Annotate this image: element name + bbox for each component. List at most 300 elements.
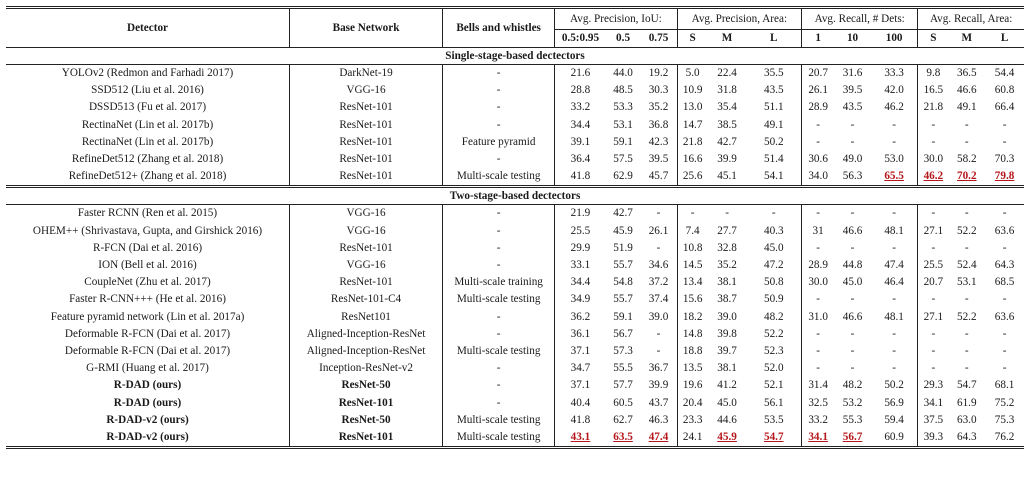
- metric-cell: 52.4: [956, 259, 977, 272]
- metric-cell: 13.4: [677, 274, 708, 291]
- metric-cell: [834, 429, 871, 448]
- metric-cell: -: [964, 345, 969, 358]
- metric-cell: -: [892, 207, 896, 220]
- bells-cell: Multi-scale testing: [443, 429, 555, 448]
- table-row: [6, 168, 1024, 187]
- metric-cell: 14.8: [677, 326, 708, 343]
- metric-cell: -: [964, 293, 969, 306]
- metric-cell: 38.1: [717, 362, 737, 375]
- base-network-cell: ResNet-50: [290, 412, 443, 429]
- detector-cell: ION (Bell et al. 2016): [98, 259, 197, 272]
- metric-cell: -: [850, 135, 855, 148]
- metric-cell: 14.5: [677, 257, 708, 274]
- best-value: 34.1: [808, 431, 828, 444]
- best-value: 45.9: [717, 431, 737, 444]
- metric-cell: 19.6: [677, 377, 708, 394]
- metric-cell: -: [656, 207, 661, 220]
- metric-cell: 20.7: [802, 65, 835, 83]
- detector-cell: RefineDet512 (Zhang et al. 2018): [71, 153, 224, 166]
- metric-cell: -: [850, 345, 855, 358]
- bells-cell: Feature pyramid: [443, 134, 555, 151]
- detector-cell: CoupleNet (Zhu et al. 2017): [84, 276, 211, 289]
- metric-cell: -: [656, 327, 661, 340]
- metric-cell: 42.7: [613, 207, 633, 220]
- metric-cell: 33.2: [802, 412, 835, 429]
- metric-cell: 31.6: [842, 67, 863, 79]
- metric-cell: 75.2: [994, 396, 1015, 409]
- metric-cell: 9.8: [918, 65, 949, 83]
- table-body: [6, 48, 1024, 448]
- metric-cell: 34.6: [648, 259, 669, 272]
- metric-cell: 45.7: [648, 170, 669, 183]
- base-network-cell: ResNet-101: [290, 240, 443, 257]
- detector-cell: SSD512 (Liu et al. 2016): [91, 84, 204, 97]
- metric-cell: [606, 429, 641, 448]
- metric-cell: -: [964, 327, 969, 340]
- table-row: [6, 291, 1024, 308]
- metric-cell: -: [892, 241, 896, 254]
- metric-cell: -: [725, 207, 729, 220]
- metric-cell: 7.4: [677, 223, 708, 240]
- table-row: [6, 223, 1024, 240]
- detector-cell: RectinaNet (Lin et al. 2017b): [81, 118, 214, 131]
- metric-cell: 34.7: [555, 360, 606, 377]
- metric-cell: 25.5: [555, 223, 606, 240]
- metric-cell: 42.7: [717, 135, 737, 148]
- metric-cell: -: [964, 118, 969, 131]
- metric-cell: 66.4: [994, 101, 1015, 114]
- metric-cell: 37.1: [555, 377, 606, 394]
- metric-cell: 43.7: [648, 396, 669, 409]
- base-network-cell: ResNet101: [290, 309, 443, 326]
- metric-cell: 39.1: [555, 134, 606, 151]
- table-row: [6, 117, 1024, 134]
- bells-cell: -: [443, 151, 555, 168]
- metric-cell: 53.2: [842, 396, 863, 409]
- table-row: [6, 82, 1024, 99]
- metric-cell: 43.5: [842, 101, 863, 114]
- metric-cell: -: [918, 291, 949, 308]
- base-network-cell: ResNet-101: [290, 395, 443, 412]
- metric-cell: -: [1002, 207, 1007, 220]
- metric-cell: 19.2: [648, 67, 669, 79]
- metric-cell: 35.4: [717, 101, 737, 114]
- metric-cell: -: [1002, 118, 1007, 131]
- metric-cell: 36.7: [648, 362, 669, 375]
- metric-cell: 52.1: [763, 379, 784, 392]
- detector-cell: R-FCN (Dai et al. 2016): [92, 241, 203, 254]
- bells-cell: -: [443, 395, 555, 412]
- metric-cell: -: [1002, 135, 1007, 148]
- metric-cell: 15.6: [677, 291, 708, 308]
- base-network-cell: ResNet-101: [290, 99, 443, 116]
- metric-cell: 58.2: [956, 153, 977, 166]
- metric-cell: -: [850, 293, 855, 306]
- detector-cell: G-RMI (Huang et al. 2017): [86, 362, 209, 375]
- metric-cell: 52.2: [956, 310, 977, 323]
- metric-cell: -: [918, 240, 949, 257]
- metric-cell: 64.3: [994, 259, 1015, 272]
- metric-cell: 45.0: [763, 241, 784, 254]
- metric-cell: 37.1: [555, 343, 606, 360]
- bells-cell: -: [443, 257, 555, 274]
- base-network-cell: VGG-16: [290, 82, 443, 99]
- best-value: 43.1: [570, 431, 591, 444]
- metric-cell: 27.7: [717, 224, 737, 237]
- metric-cell: 10.9: [677, 82, 708, 99]
- metric-cell: 41.8: [555, 412, 606, 429]
- detector-cell: R-DAD (ours): [113, 379, 182, 392]
- metric-cell: [918, 168, 949, 187]
- metric-cell: 26.1: [802, 82, 835, 99]
- base-network-cell: ResNet-50: [290, 377, 443, 394]
- section-title: Single-stage-based dectectors: [445, 50, 585, 62]
- base-network-cell: Aligned-Inception-ResNet: [290, 326, 443, 343]
- metric-cell: 34.0: [802, 168, 835, 187]
- metric-cell: 20.4: [677, 395, 708, 412]
- metric-cell: 47.2: [763, 259, 784, 272]
- subheader-cell: S: [918, 30, 949, 48]
- metric-cell: [555, 429, 606, 448]
- table-row: [6, 395, 1024, 412]
- metric-cell: 54.1: [763, 170, 784, 183]
- metric-cell: 70.3: [994, 153, 1015, 166]
- metric-cell: 63.0: [956, 413, 977, 426]
- metric-cell: 25.5: [918, 257, 949, 274]
- metric-cell: 63.6: [994, 224, 1015, 237]
- metric-cell: 34.4: [555, 274, 606, 291]
- metric-cell: 56.3: [842, 170, 863, 183]
- metric-cell: 76.2: [994, 431, 1015, 444]
- metric-cell: 47.4: [884, 259, 904, 272]
- metric-cell: 55.5: [613, 362, 633, 375]
- metric-cell: 34.1: [918, 395, 949, 412]
- subheader-cell: 0.5:0.95: [555, 30, 606, 48]
- metric-cell: 42.3: [648, 135, 669, 148]
- detector-cell: YOLOv2 (Redmon and Farhadi 2017): [61, 67, 234, 79]
- header-bells-and-whistles: Bells and whistles: [443, 8, 555, 48]
- metric-cell: 31.4: [802, 377, 835, 394]
- metric-cell: 68.1: [994, 379, 1015, 392]
- metric-cell: 5.0: [677, 65, 708, 83]
- subheader-cell: 10: [846, 32, 859, 44]
- bells-cell: -: [443, 377, 555, 394]
- metric-cell: 53.5: [763, 413, 784, 426]
- base-network-cell: Inception-ResNet-v2: [290, 360, 443, 377]
- table-row: [6, 412, 1024, 429]
- metric-cell: 53.3: [613, 101, 633, 114]
- metric-cell: 45.9: [613, 224, 633, 237]
- metric-cell: -: [850, 118, 855, 131]
- metric-cell: 46.6: [842, 224, 863, 237]
- bells-cell: -: [443, 360, 555, 377]
- metric-cell: 51.9: [613, 241, 633, 254]
- metric-cell: 21.8: [918, 99, 949, 116]
- table-row: [6, 99, 1024, 116]
- metric-cell: -: [850, 362, 855, 375]
- detector-cell: DSSD513 (Fu et al. 2017): [88, 101, 207, 114]
- subheader-cell: 0.75: [648, 32, 669, 44]
- metric-cell: 24.1: [677, 429, 708, 448]
- metric-cell: -: [964, 362, 969, 375]
- metric-cell: 64.3: [956, 431, 977, 444]
- metric-cell: 39.5: [648, 153, 669, 166]
- detector-cell: RectinaNet (Lin et al. 2017b): [81, 135, 214, 148]
- subheader-cell: M: [961, 32, 973, 44]
- best-value: 70.2: [956, 170, 977, 183]
- base-network-cell: VGG-16: [290, 257, 443, 274]
- detector-cell: Deformable R-FCN (Dai et al. 2017): [64, 345, 231, 358]
- metric-cell: 54.7: [956, 379, 977, 392]
- metric-cell: -: [918, 134, 949, 151]
- metric-cell: 29.3: [918, 377, 949, 394]
- best-value: 47.4: [648, 431, 669, 444]
- header-detector: Detector: [127, 22, 169, 34]
- metric-cell: 38.7: [717, 293, 737, 306]
- metric-cell: 49.1: [956, 101, 977, 114]
- metric-cell: -: [918, 360, 949, 377]
- subheader-cell: L: [770, 32, 778, 44]
- base-network-cell: ResNet-101: [290, 117, 443, 134]
- metric-cell: 54.4: [994, 67, 1015, 79]
- metric-cell: 29.9: [555, 240, 606, 257]
- metric-cell: 48.2: [842, 379, 863, 392]
- base-network-cell: ResNet-101: [290, 168, 443, 187]
- table-row: [6, 65, 1024, 83]
- header-group-ap-iou: Avg. Precision, IoU:: [555, 8, 677, 30]
- base-network-cell: ResNet-101: [290, 274, 443, 291]
- metric-cell: 39.0: [717, 310, 737, 323]
- bells-cell: -: [443, 65, 555, 83]
- metric-cell: 32.8: [717, 241, 737, 254]
- metric-cell: 27.1: [918, 223, 949, 240]
- metric-cell: -: [771, 207, 776, 220]
- metric-cell: 10.8: [677, 240, 708, 257]
- metric-cell: -: [656, 345, 661, 358]
- metric-cell: 18.8: [677, 343, 708, 360]
- header-base-network: Base Network: [290, 8, 443, 48]
- metric-cell: 60.9: [884, 431, 904, 444]
- metric-cell: -: [1002, 327, 1007, 340]
- detector-cell: RefineDet512+ (Zhang et al. 2018): [68, 170, 227, 183]
- metric-cell: -: [1002, 345, 1007, 358]
- metric-cell: 22.4: [717, 67, 737, 79]
- metric-cell: 39.0: [648, 310, 669, 323]
- base-network-cell: VGG-16: [290, 223, 443, 240]
- metric-cell: -: [918, 343, 949, 360]
- metric-cell: 53.1: [613, 118, 633, 131]
- metric-cell: 39.9: [717, 153, 737, 166]
- metric-cell: 53.1: [956, 276, 977, 289]
- metric-cell: -: [964, 135, 969, 148]
- metric-cell: 56.9: [884, 396, 904, 409]
- subheader-cell: 1: [802, 30, 835, 48]
- detector-cell: R-DAD-v2 (ours): [106, 413, 189, 426]
- metric-cell: 31.8: [717, 84, 737, 97]
- best-value: 46.2: [923, 170, 944, 183]
- header-group-ar-dets: Avg. Recall, # Dets:: [802, 8, 918, 30]
- metric-cell: 18.2: [677, 309, 708, 326]
- metric-cell: 59.1: [613, 135, 633, 148]
- metric-cell: -: [892, 345, 896, 358]
- bells-cell: Multi-scale testing: [443, 343, 555, 360]
- table-row: [6, 151, 1024, 168]
- metric-cell: 49.0: [842, 153, 863, 166]
- section-header-row: [6, 48, 1024, 65]
- metric-cell: 34.4: [555, 117, 606, 134]
- metric-cell: 42.0: [884, 84, 904, 97]
- metric-cell: 31: [802, 223, 835, 240]
- detector-cell: Feature pyramid network (Lin et al. 2017a): [50, 310, 245, 323]
- metric-cell: 33.1: [555, 257, 606, 274]
- metric-cell: 62.9: [613, 170, 633, 183]
- subheader-cell: M: [721, 32, 733, 44]
- metric-cell: -: [918, 117, 949, 134]
- metric-cell: 39.9: [648, 379, 669, 392]
- metric-cell: 51.1: [763, 101, 784, 114]
- metric-cell: 36.2: [555, 309, 606, 326]
- metric-cell: 45.0: [717, 396, 737, 409]
- metric-cell: -: [802, 240, 835, 257]
- metric-cell: 30.0: [802, 274, 835, 291]
- metric-cell: -: [802, 134, 835, 151]
- best-value: 79.8: [994, 170, 1015, 183]
- metric-cell: 16.6: [677, 151, 708, 168]
- metric-cell: 48.1: [884, 310, 904, 323]
- metric-cell: 48.1: [884, 224, 904, 237]
- metric-cell: [985, 168, 1024, 187]
- detection-results-table: [6, 6, 1024, 449]
- metric-cell: 50.9: [763, 293, 784, 306]
- metric-cell: -: [802, 360, 835, 377]
- metric-cell: -: [892, 135, 896, 148]
- table-row: [6, 343, 1024, 360]
- metric-cell: 60.8: [994, 84, 1015, 97]
- metric-cell: -: [850, 327, 855, 340]
- detector-cell: R-DAD (ours): [113, 396, 182, 409]
- metric-cell: 46.3: [648, 413, 669, 426]
- metric-cell: -: [964, 207, 969, 220]
- metric-cell: -: [802, 117, 835, 134]
- metric-cell: 36.8: [648, 118, 669, 131]
- metric-cell: 46.2: [884, 101, 904, 114]
- metric-cell: -: [677, 205, 708, 223]
- metric-cell: 52.0: [763, 362, 784, 375]
- metric-cell: 35.2: [717, 259, 737, 272]
- metric-cell: 39.7: [717, 345, 737, 358]
- subheader-cell: 0.5: [616, 32, 631, 44]
- metric-cell: 36.5: [956, 67, 977, 79]
- metric-cell: 39.8: [717, 327, 737, 340]
- metric-cell: 25.6: [677, 168, 708, 187]
- metric-cell: [708, 429, 747, 448]
- table-row: [6, 429, 1024, 448]
- metric-cell: 55.7: [613, 293, 633, 306]
- bells-cell: -: [443, 82, 555, 99]
- metric-cell: [746, 429, 801, 448]
- metric-cell: 48.5: [613, 84, 633, 97]
- metric-cell: 60.5: [613, 396, 633, 409]
- metric-cell: 35.5: [763, 67, 784, 79]
- metric-cell: 32.5: [802, 395, 835, 412]
- detector-cell: R-DAD-v2 (ours): [106, 431, 189, 444]
- metric-cell: 57.5: [613, 153, 633, 166]
- bells-cell: -: [443, 309, 555, 326]
- metric-cell: -: [850, 241, 855, 254]
- bells-cell: -: [443, 326, 555, 343]
- metric-cell: [871, 168, 918, 187]
- metric-cell: -: [802, 343, 835, 360]
- bells-cell: -: [443, 223, 555, 240]
- metric-cell: 36.4: [555, 151, 606, 168]
- metric-cell: -: [850, 207, 855, 220]
- metric-cell: -: [964, 241, 969, 254]
- table-row: [6, 377, 1024, 394]
- metric-cell: 55.3: [842, 413, 863, 426]
- metric-cell: 52.2: [763, 327, 784, 340]
- bells-cell: -: [443, 240, 555, 257]
- metric-cell: 50.2: [884, 379, 904, 392]
- metric-cell: 33.2: [555, 99, 606, 116]
- metric-cell: 39.5: [842, 84, 863, 97]
- metric-cell: 57.7: [613, 379, 633, 392]
- metric-cell: 45.0: [842, 276, 863, 289]
- metric-cell: 21.8: [677, 134, 708, 151]
- subheader-cell: L: [1000, 32, 1009, 44]
- header-group-ar-area: Avg. Recall, Area:: [918, 8, 1024, 30]
- metric-cell: 52.2: [956, 224, 977, 237]
- metric-cell: 45.1: [717, 170, 737, 183]
- metric-cell: 38.1: [717, 276, 737, 289]
- metric-cell: -: [1002, 293, 1007, 306]
- metric-cell: -: [802, 205, 835, 223]
- metric-cell: -: [892, 293, 896, 306]
- detector-cell: Deformable R-FCN (Dai et al. 2017): [64, 327, 231, 340]
- detector-cell: Faster R-CNN+++ (He et al. 2016): [69, 293, 226, 306]
- metric-cell: 20.7: [918, 274, 949, 291]
- metric-cell: 43.5: [763, 84, 784, 97]
- metric-cell: -: [892, 327, 896, 340]
- metric-cell: 14.7: [677, 117, 708, 134]
- metric-cell: 28.9: [802, 257, 835, 274]
- metric-cell: 21.9: [555, 205, 606, 223]
- metric-cell: 68.5: [994, 276, 1015, 289]
- metric-cell: 40.3: [763, 224, 784, 237]
- table-row: [6, 240, 1024, 257]
- metric-cell: 63.6: [994, 310, 1015, 323]
- metric-cell: 59.1: [613, 310, 633, 323]
- metric-cell: 37.4: [648, 293, 669, 306]
- metric-cell: 39.3: [918, 429, 949, 448]
- metric-cell: 48.2: [763, 310, 784, 323]
- bells-cell: Multi-scale testing: [443, 168, 555, 187]
- metric-cell: 41.8: [555, 168, 606, 187]
- metric-cell: -: [892, 118, 896, 131]
- metric-cell: -: [1002, 362, 1007, 375]
- metric-cell: 59.4: [884, 413, 904, 426]
- section-title: Two-stage-based dectectors: [449, 190, 581, 203]
- subheader-cell: 100: [885, 32, 903, 44]
- metric-cell: 75.3: [994, 413, 1015, 426]
- metric-cell: 30.0: [918, 151, 949, 168]
- metric-cell: 21.6: [555, 65, 606, 83]
- metric-cell: 46.6: [842, 310, 863, 323]
- header-group-ap-area: Avg. Precision, Area:: [677, 8, 801, 30]
- metric-cell: 13.0: [677, 99, 708, 116]
- metric-cell: 55.7: [613, 259, 633, 272]
- metric-cell: 56.7: [613, 327, 633, 340]
- metric-cell: -: [1002, 241, 1007, 254]
